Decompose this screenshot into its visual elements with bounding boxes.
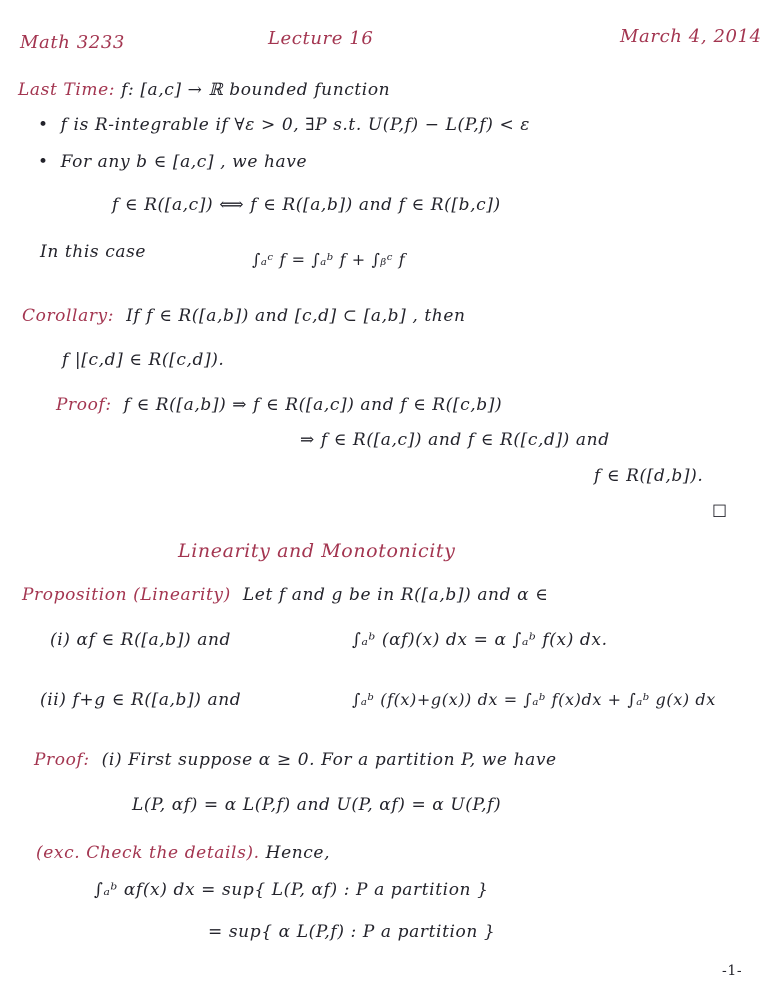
course-title: Math 3233 bbox=[20, 32, 125, 53]
last-time-label: Last Time: bbox=[18, 80, 116, 100]
qed-symbol: □ bbox=[712, 500, 728, 519]
corollary-block bbox=[22, 306, 466, 326]
proof1-line1-text: f ∈ R([a,b]) ⇒ f ∈ R([a,c]) and f ∈ R([c,b]) bbox=[123, 395, 503, 415]
hence-word: Hence, bbox=[265, 843, 331, 863]
item-i-left: (i) αf ∈ R([a,b]) and bbox=[50, 630, 231, 650]
bullet-integrable-text: f is R-integrable if ∀ε > 0, ∃P s.t. U(P,f) − L(P,f) < ε bbox=[60, 115, 531, 135]
corollary-conclusion: f |[c,d] ∈ R([c,d]). bbox=[62, 350, 225, 370]
proposition-statement: Let f and g be in R([a,b]) and α ∈ bbox=[242, 585, 549, 605]
last-time-statement: f: [a,c] → ℝ bounded function bbox=[121, 80, 391, 100]
page-number: -1- bbox=[722, 963, 743, 979]
proof2-line3 bbox=[36, 843, 330, 863]
bullet-dot: • bbox=[38, 152, 61, 172]
proof2-line1-text: (i) First suppose α ≥ 0. For a partition P, we have bbox=[101, 750, 557, 770]
proof1-line3: f ∈ R([d,b]). bbox=[594, 466, 704, 486]
in-this-case-label: In this case bbox=[40, 242, 147, 262]
corollary-statement: If f ∈ R([a,b]) and [c,d] ⊂ [a,b] , then bbox=[126, 306, 466, 326]
proof2-line2: L(P, αf) = α L(P,f) and U(P, αf) = α U(P,f) bbox=[132, 795, 502, 815]
bullet-additivity-text: For any b ∈ [a,c] , we have bbox=[60, 152, 308, 172]
proposition-block bbox=[22, 585, 548, 605]
section-title: Linearity and Monotonicity bbox=[178, 540, 456, 562]
lecture-title: Lecture 16 bbox=[268, 28, 374, 49]
proof1-line1 bbox=[56, 395, 502, 415]
bullet-additivity bbox=[38, 152, 307, 172]
bullet-integrable bbox=[38, 115, 530, 135]
item-ii-right: ∫ₐᵇ (f(x)+g(x)) dx = ∫ₐᵇ f(x)dx + ∫ₐᵇ g(x) dx bbox=[352, 690, 716, 709]
equivalence-line: f ∈ R([a,c]) ⟺ f ∈ R([a,b]) and f ∈ R([b,c]) bbox=[112, 195, 501, 215]
exercise-note: (exc. Check the details). bbox=[36, 843, 260, 863]
lecture-date: March 4, 2014 bbox=[620, 26, 762, 47]
proof2-line5: = sup{ α L(P,f) : P a partition } bbox=[208, 922, 496, 942]
proof2-line4: ∫ₐᵇ αf(x) dx = sup{ L(P, αf) : P a partition } bbox=[94, 880, 489, 900]
item-ii-left: (ii) f+g ∈ R([a,b]) and bbox=[40, 690, 242, 710]
proof2-label: Proof: bbox=[34, 750, 90, 770]
proof1-label: Proof: bbox=[56, 395, 112, 415]
last-time-block bbox=[18, 80, 390, 100]
proof2-line1 bbox=[34, 750, 557, 770]
proposition-label: Proposition (Linearity) bbox=[22, 585, 231, 605]
bullet-dot: • bbox=[38, 115, 61, 135]
item-i-right: ∫ₐᵇ (αf)(x) dx = α ∫ₐᵇ f(x) dx. bbox=[352, 630, 608, 650]
corollary-label: Corollary: bbox=[22, 306, 115, 326]
proof1-line2: ⇒ f ∈ R([a,c]) and f ∈ R([c,d]) and bbox=[300, 430, 610, 450]
integral-identity: ∫ₐᶜ f = ∫ₐᵇ f + ∫ᵦᶜ f bbox=[252, 250, 406, 269]
